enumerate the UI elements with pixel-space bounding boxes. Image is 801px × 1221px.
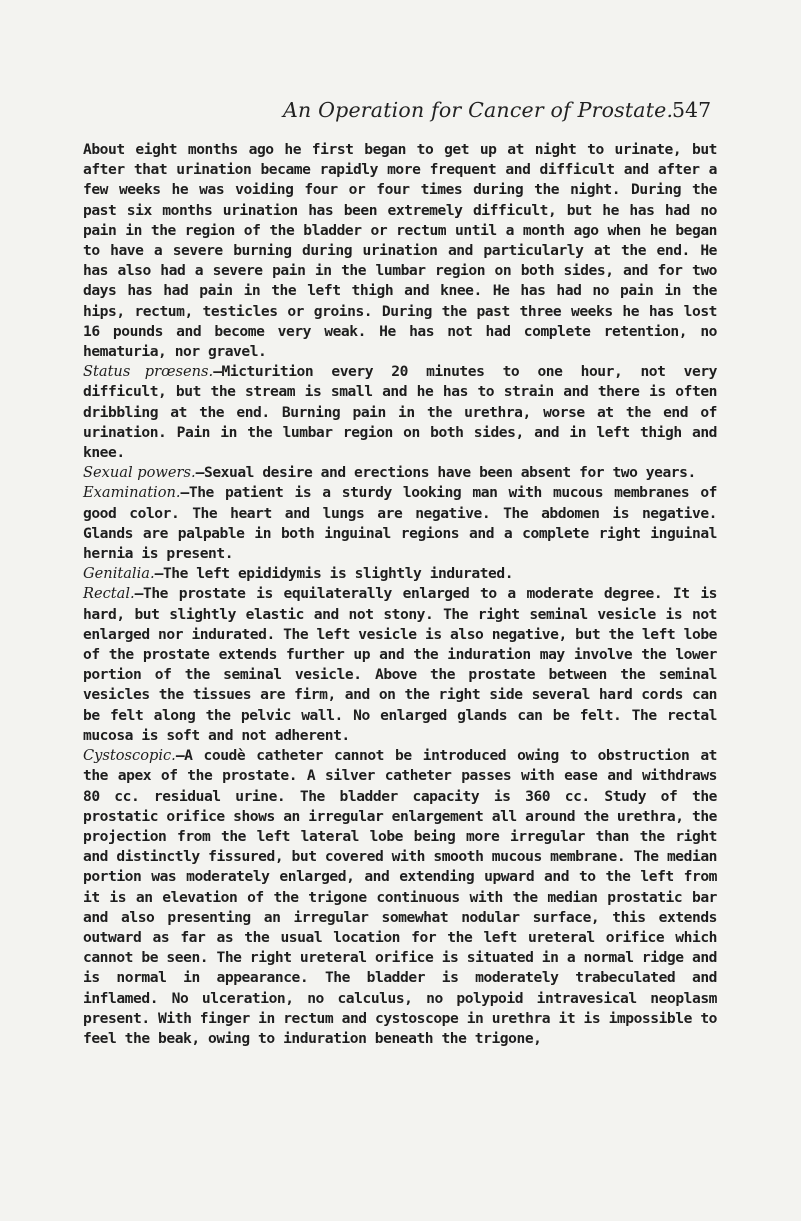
paragraph-rectal-heading: Rectal. <box>83 585 135 603</box>
paragraph-sexual-powers <box>83 463 717 483</box>
paragraph-rectal <box>83 584 717 746</box>
paragraph-cystoscopic-text: —A coudè catheter cannot be introduced owing to obstruction at the apex of the prostate. A silver catheter passes with ease and withdraws 80 cc. residual urine. The bladder capacity is 360 cc. Study of the prostatic orifice shows an irregular enlargement all around the urethra, the projection from the left lateral lobe being more irregular than the right and distinctly fissured, but covered with smooth mucous membrane. The median portion was moderately enlarged, and extending upward and to the left from it is an elevation of the trigone continuous with the median prostatic bar and also presenting an irregular somewhat nodular surface, this extends outward as far as the usual location for the left ureteral orifice which cannot be seen. The right ureteral orifice is situated in a normal ridge and is normal in appearance. The bladder is moderately trabeculated and inflamed. No ulceration, no calculus, no polypoid intravesical neoplasm present. With finger in rectum and cystoscope in urethra it is impossible to feel the beak, owing to induration beneath the trigone, <box>83 747 717 1047</box>
running-head <box>0 98 801 126</box>
paragraph-status-praesens-heading: Status prœsens. <box>83 363 214 381</box>
paragraph-genitalia-heading: Genitalia. <box>83 565 155 583</box>
paragraph-status-praesens <box>83 362 717 463</box>
paragraph-history <box>83 140 717 362</box>
paragraph-status-praesens-text: —Micturition every 20 minutes to one hour, not very difficult, but the stream is small and he has to strain and there is often dribbling at the end. Burning pain in the urethra, worse at the end of urination. Pain in the lumbar region on both sides, and in left thigh and knee. <box>83 363 717 462</box>
page-number: 547 <box>672 98 712 122</box>
running-head-title: An Operation for Cancer of Prostate. <box>283 98 674 122</box>
paragraph-sexual-powers-text: —Sexual desire and erections have been absent for two years. <box>195 464 696 482</box>
paragraph-cystoscopic-heading: Cystoscopic. <box>83 747 176 765</box>
paragraph-genitalia-text: —The left epididymis is slightly indurated. <box>154 565 514 583</box>
paragraph-history-text: About eight months ago he first began to get up at night to urinate, but after that urination became rapidly more frequent and difficult and after a few weeks he was voiding four or four times during the night. During the past six months urination has been extremely difficult, but he has had no pain in the region of the bladder or rectum until a month ago when he began to have a severe burning during urination and particularly at the end. He has also had a severe pain in the lumbar region on both sides, and for two days has had pain in the left thigh and knee. He has had no pain in the hips, rectum, testicles or groins. During the past three weeks he has lost 16 pounds and become very weak. He has not had complete retention, no hematuria, nor gravel. <box>83 141 717 361</box>
paragraph-examination <box>83 483 717 564</box>
paragraph-examination-text: —The patient is a sturdy looking man with mucous membranes of good color. The heart and lungs are negative. The abdomen is negative. Glands are palpable in both inguinal regions and a complete right inguinal hernia is present. <box>83 484 717 563</box>
paragraph-sexual-powers-heading: Sexual powers. <box>83 464 196 482</box>
paragraph-rectal-text: —The prostate is equilaterally enlarged to a moderate degree. It is hard, but slightly elastic and not stony. The right seminal vesicle is not enlarged nor indurated. The left vesicle is also negative, but the left lobe of the prostate extends further up and the induration may involve the lower portion of the seminal vesicle. Above the prostate between the seminal vesicles the tissues are firm, and on the right side several hard cords can be felt along the pelvic wall. No enlarged glands can be felt. The rectal mucosa is soft and not adherent. <box>83 585 717 744</box>
paragraph-genitalia <box>83 564 717 584</box>
paragraph-examination-heading: Examination. <box>83 484 181 502</box>
paragraph-cystoscopic <box>83 746 717 1049</box>
body-text <box>83 140 717 1049</box>
